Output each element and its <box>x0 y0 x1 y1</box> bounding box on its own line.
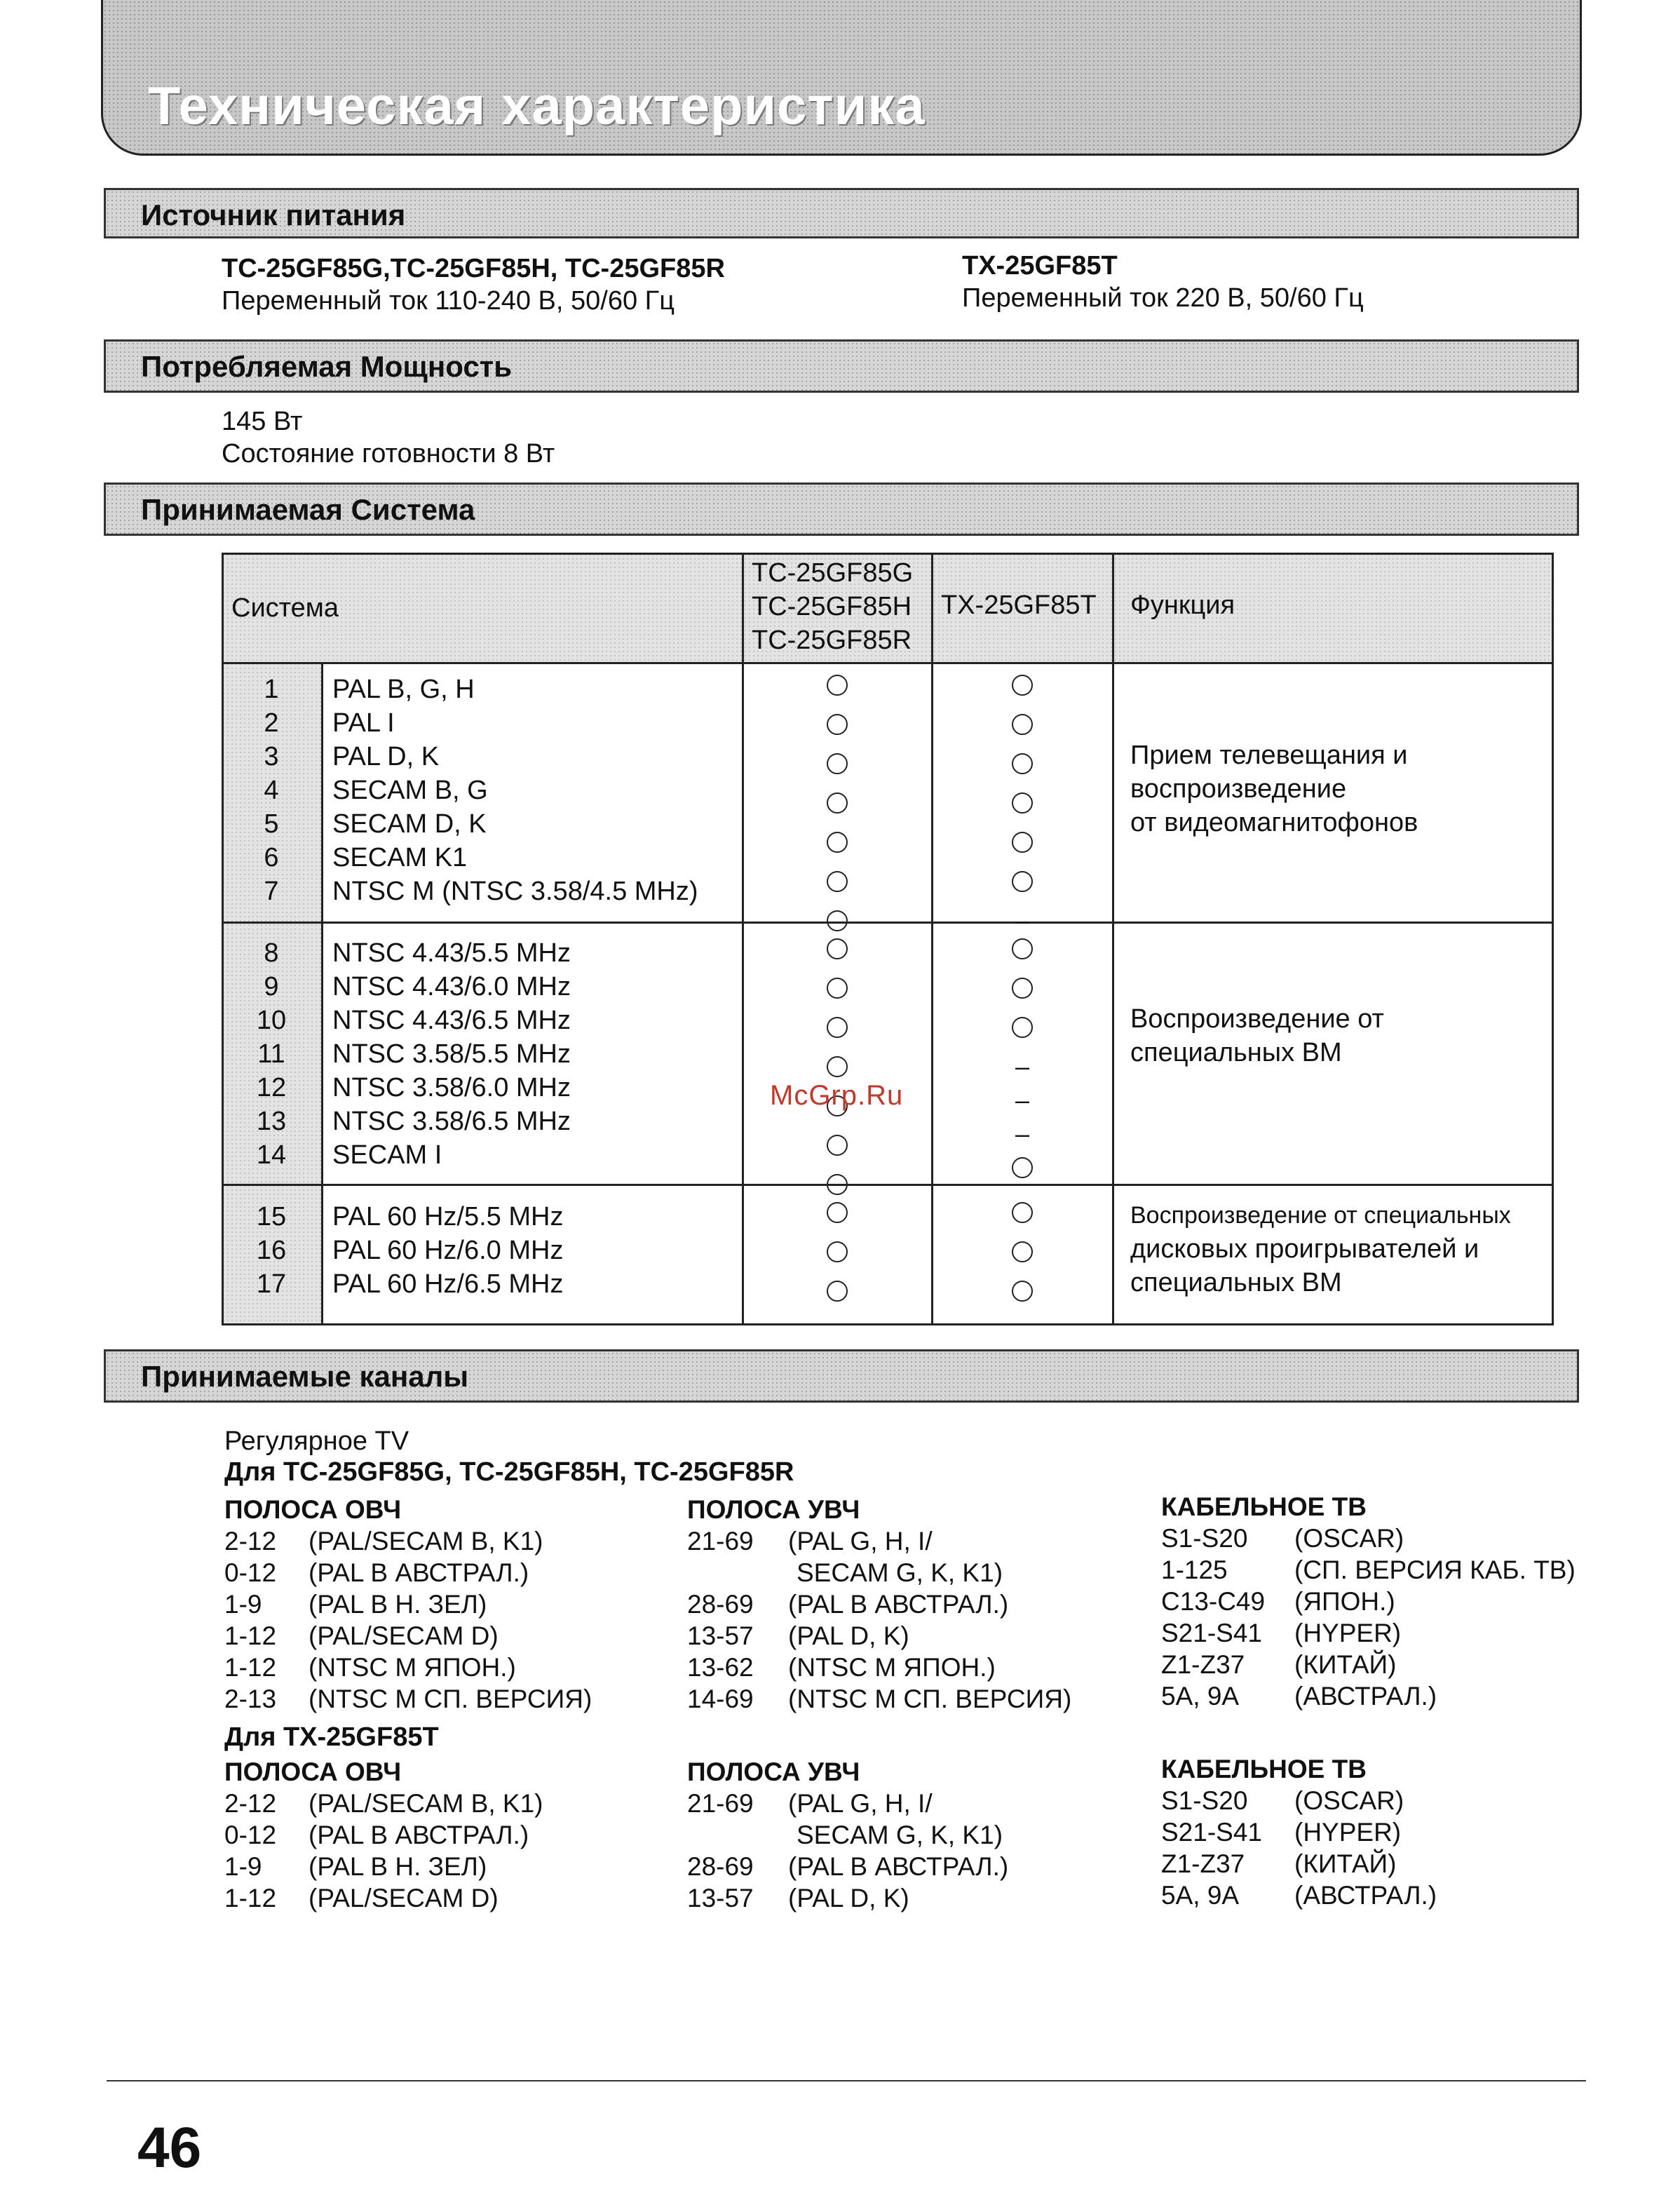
section-title: Принимаемые каналы <box>141 1360 469 1393</box>
list-item: 21-69 (PAL G, H, I/ <box>687 1527 933 1555</box>
row-number: 6 <box>264 843 279 872</box>
list-item: 28-69 (PAL В АВСТРАЛ.) <box>687 1852 1009 1881</box>
system-name: NTSC 3.58/6.0 MHz <box>332 1073 571 1102</box>
list-item: SECAM G, K, K1) <box>797 1558 1003 1587</box>
list-item: 2-12 (PAL/SECAM B, K1) <box>224 1527 543 1555</box>
system-name: PAL 60 Hz/5.5 MHz <box>332 1202 564 1231</box>
row-number: 16 <box>256 1236 287 1265</box>
function-text: специальных ВМ <box>1130 1268 1342 1297</box>
supported-circle-icon <box>827 1281 848 1302</box>
supported-circle-icon <box>827 978 848 999</box>
system-name: NTSC 3.58/5.5 MHz <box>332 1039 571 1069</box>
list-item: Z1-Z37 (КИТАЙ) <box>1161 1849 1397 1878</box>
group1-systems <box>332 673 698 909</box>
row-number: 14 <box>256 1140 287 1170</box>
system-name: SECAM B, G <box>332 776 488 805</box>
function-text: Воспроизведение от <box>1130 1004 1384 1034</box>
list-item: 5A, 9A (АВСТРАЛ.) <box>1161 1682 1437 1710</box>
group1-tx-marks <box>987 669 1057 938</box>
group3-tx-marks <box>987 1196 1057 1314</box>
section-title: Потребляемая Мощность <box>141 350 513 383</box>
row-number: 13 <box>256 1107 287 1136</box>
list-item: S21-S41 (HYPER) <box>1161 1818 1402 1847</box>
power-right-value: Переменный ток 220 В, 50/60 Гц <box>962 283 1364 313</box>
header-system: Система <box>231 593 339 623</box>
row-number: 3 <box>264 742 279 771</box>
list-item: 2-13 (NTSC М СП. ВЕРСИЯ) <box>224 1685 592 1713</box>
power-consumption-line1: 145 Вт <box>222 407 303 436</box>
system-name: NTSC 3.58/6.5 MHz <box>332 1107 571 1136</box>
system-name: SECAM K1 <box>332 843 468 872</box>
supported-circle-icon <box>1012 792 1033 814</box>
tc-vhf-list <box>224 1494 592 1715</box>
tx-vhf-list <box>224 1756 543 1914</box>
supported-circle-icon <box>827 832 848 853</box>
list-item: 2-12 (PAL/SECAM B, K1) <box>224 1789 543 1818</box>
list-item: 1-9 (PAL В Н. ЗЕЛ) <box>224 1852 487 1881</box>
supported-circle-icon <box>1012 675 1033 696</box>
channels-for-tc: Для TC-25GF85G, TC-25GF85H, TC-25GF85R <box>224 1457 794 1487</box>
row-number: 12 <box>256 1073 287 1102</box>
list-item: SECAM G, K, K1) <box>797 1821 1003 1849</box>
supported-circle-icon <box>1012 832 1033 853</box>
supported-circle-icon <box>827 675 848 696</box>
supported-circle-icon <box>1012 1202 1033 1223</box>
function-text: Воспроизведение от специальных <box>1130 1202 1511 1229</box>
header-tc-model-3: TC-25GF85R <box>752 626 912 655</box>
supported-circle-icon <box>827 938 848 959</box>
uhf-title: ПОЛОСА УВЧ <box>687 1495 860 1524</box>
page-title: Техническая характеристика <box>148 76 926 136</box>
not-supported-dash: – <box>1015 906 1030 935</box>
row-number: 8 <box>264 938 279 968</box>
row-number: 5 <box>264 809 279 839</box>
group1-function <box>1130 739 1418 840</box>
system-name: PAL I <box>332 708 395 738</box>
group3-numbers <box>222 1201 321 1302</box>
supported-circle-icon <box>827 871 848 892</box>
supported-circle-icon <box>827 714 848 735</box>
list-item: 14-69 (NTSC М СП. ВЕРСИЯ) <box>687 1685 1072 1713</box>
system-name: PAL D, K <box>332 742 440 771</box>
supported-circle-icon <box>827 910 848 931</box>
vhf-title: ПОЛОСА ОВЧ <box>224 1757 402 1786</box>
row-number: 11 <box>257 1039 285 1069</box>
power-consumption-line2: Состояние готовности 8 Вт <box>222 439 555 468</box>
list-item: 21-69 (PAL G, H, I/ <box>687 1789 933 1818</box>
section-title: Источник питания <box>141 198 406 231</box>
power-right-model: TX-25GF85T <box>962 251 1118 281</box>
list-item: S1-S20 (OSCAR) <box>1161 1524 1404 1553</box>
supported-circle-icon <box>827 1056 848 1077</box>
supported-circle-icon <box>1012 1241 1033 1262</box>
function-text: Прием телевещания и <box>1130 741 1408 770</box>
supported-circle-icon <box>827 1174 848 1195</box>
list-item: S1-S20 (OSCAR) <box>1161 1786 1404 1815</box>
system-name: SECAM I <box>332 1140 442 1170</box>
group1-numbers <box>222 673 321 909</box>
power-left-models: TC-25GF85G,TC-25GF85H, TC-25GF85R <box>222 254 725 283</box>
not-supported-dash: – <box>1015 1086 1030 1114</box>
row-number: 17 <box>256 1269 287 1299</box>
group1-tc-marks <box>802 669 872 944</box>
system-name: PAL 60 Hz/6.5 MHz <box>332 1269 564 1299</box>
list-item: 1-9 (PAL В Н. ЗЕЛ) <box>224 1590 487 1619</box>
supported-circle-icon <box>827 1135 848 1156</box>
group2-systems <box>332 937 571 1173</box>
watermark-text: McGrp.Ru <box>770 1080 904 1111</box>
group2-tx-marks <box>987 933 1057 1191</box>
row-number: 1 <box>264 675 279 704</box>
list-item: 5A, 9A (АВСТРАЛ.) <box>1161 1881 1437 1910</box>
supported-circle-icon <box>1012 753 1033 774</box>
title-banner <box>101 0 1582 156</box>
supported-circle-icon <box>1012 871 1033 892</box>
power-left-value: Переменный ток 110-240 В, 50/60 Гц <box>222 286 675 316</box>
channels-regular: Регулярное TV <box>224 1426 409 1456</box>
tc-cable-list <box>1161 1491 1576 1712</box>
supported-circle-icon <box>1012 938 1033 959</box>
uhf-title: ПОЛОСА УВЧ <box>687 1757 860 1786</box>
header-tc-model-1: TC-25GF85G <box>752 558 914 588</box>
section-channels <box>104 1349 1579 1403</box>
row-number: 7 <box>264 877 279 906</box>
list-item: 0-12 (PAL В АВСТРАЛ.) <box>224 1558 529 1587</box>
footer-divider <box>107 2080 1586 2081</box>
section-systems <box>104 482 1579 536</box>
list-item: 28-69 (PAL В АВСТРАЛ.) <box>687 1590 1009 1619</box>
supported-circle-icon <box>827 1241 848 1262</box>
list-item: 1-12 (NTSC М ЯПОН.) <box>224 1653 516 1682</box>
tx-cable-list <box>1161 1753 1437 1911</box>
supported-circle-icon <box>1012 1157 1033 1178</box>
function-text: специальных ВМ <box>1130 1038 1342 1067</box>
function-text: воспроизведение <box>1130 774 1347 804</box>
supported-circle-icon <box>827 1017 848 1038</box>
list-item: 1-12 (PAL/SECAM D) <box>224 1884 499 1912</box>
system-name: NTSC 4.43/6.5 MHz <box>332 1006 571 1035</box>
list-item: S21-S41 (HYPER) <box>1161 1619 1402 1647</box>
function-text: дисковых проигрывателей и <box>1130 1234 1479 1264</box>
section-power-consumption <box>104 339 1579 393</box>
header-function: Функция <box>1130 591 1235 620</box>
supported-circle-icon <box>1012 1017 1033 1038</box>
group3-function <box>1130 1199 1511 1300</box>
group3-systems <box>332 1201 563 1302</box>
list-item: 0-12 (PAL В АВСТРАЛ.) <box>224 1821 529 1849</box>
list-item: 13-57 (PAL D, K) <box>687 1621 909 1650</box>
list-item: 13-62 (NTSC М ЯПОН.) <box>687 1653 996 1682</box>
supported-circle-icon <box>1012 978 1033 999</box>
not-supported-dash: – <box>1015 1052 1030 1081</box>
row-number: 4 <box>264 776 279 805</box>
system-name: PAL 60 Hz/6.0 MHz <box>332 1236 564 1265</box>
vhf-title: ПОЛОСА ОВЧ <box>224 1495 402 1524</box>
list-item: 13-57 (PAL D, K) <box>687 1884 909 1912</box>
row-number: 2 <box>264 708 279 738</box>
supported-circle-icon <box>1012 1281 1033 1302</box>
supported-circle-icon <box>827 1202 848 1223</box>
system-name: NTSC M (NTSC 3.58/4.5 MHz) <box>332 877 698 906</box>
header-tc-model-2: TC-25GF85H <box>752 592 912 621</box>
cable-title: КАБЕЛЬНОЕ ТВ <box>1161 1492 1367 1521</box>
list-item: 1-12 (PAL/SECAM D) <box>224 1621 499 1650</box>
row-number: 9 <box>264 972 279 1001</box>
group2-tc-marks <box>802 933 872 1208</box>
section-power-source <box>104 188 1579 238</box>
section-title: Принимаемая Система <box>141 493 475 526</box>
system-name: PAL B, G, H <box>332 675 475 704</box>
supported-circle-icon <box>1012 714 1033 735</box>
tc-uhf-list <box>687 1494 1072 1715</box>
system-name: SECAM D, K <box>332 809 487 839</box>
supported-circle-icon <box>827 753 848 774</box>
cable-title: КАБЕЛЬНОЕ ТВ <box>1161 1755 1367 1783</box>
group3-tc-marks <box>802 1196 872 1314</box>
list-item: Z1-Z37 (КИТАЙ) <box>1161 1650 1397 1679</box>
supported-circle-icon <box>827 792 848 814</box>
row-number: 10 <box>256 1006 287 1035</box>
function-text: от видеомагнитофонов <box>1130 808 1418 837</box>
channels-for-tx: Для TX-25GF85T <box>224 1722 439 1752</box>
system-name: NTSC 4.43/6.0 MHz <box>332 972 571 1001</box>
row-number: 15 <box>256 1202 287 1231</box>
group2-function <box>1130 1003 1384 1070</box>
group2-numbers <box>222 937 321 1173</box>
list-item: 1-125 (СП. ВЕРСИЯ КАБ. ТВ) <box>1161 1555 1576 1584</box>
not-supported-dash: – <box>1015 1119 1030 1148</box>
tx-uhf-list <box>687 1756 1009 1914</box>
system-name: NTSC 4.43/5.5 MHz <box>332 938 571 968</box>
header-tx-model: TX-25GF85T <box>941 591 1097 620</box>
page-number: 46 <box>137 2116 202 2180</box>
list-item: C13-C49 (ЯПОН.) <box>1161 1587 1395 1616</box>
systems-table <box>222 553 1554 1325</box>
